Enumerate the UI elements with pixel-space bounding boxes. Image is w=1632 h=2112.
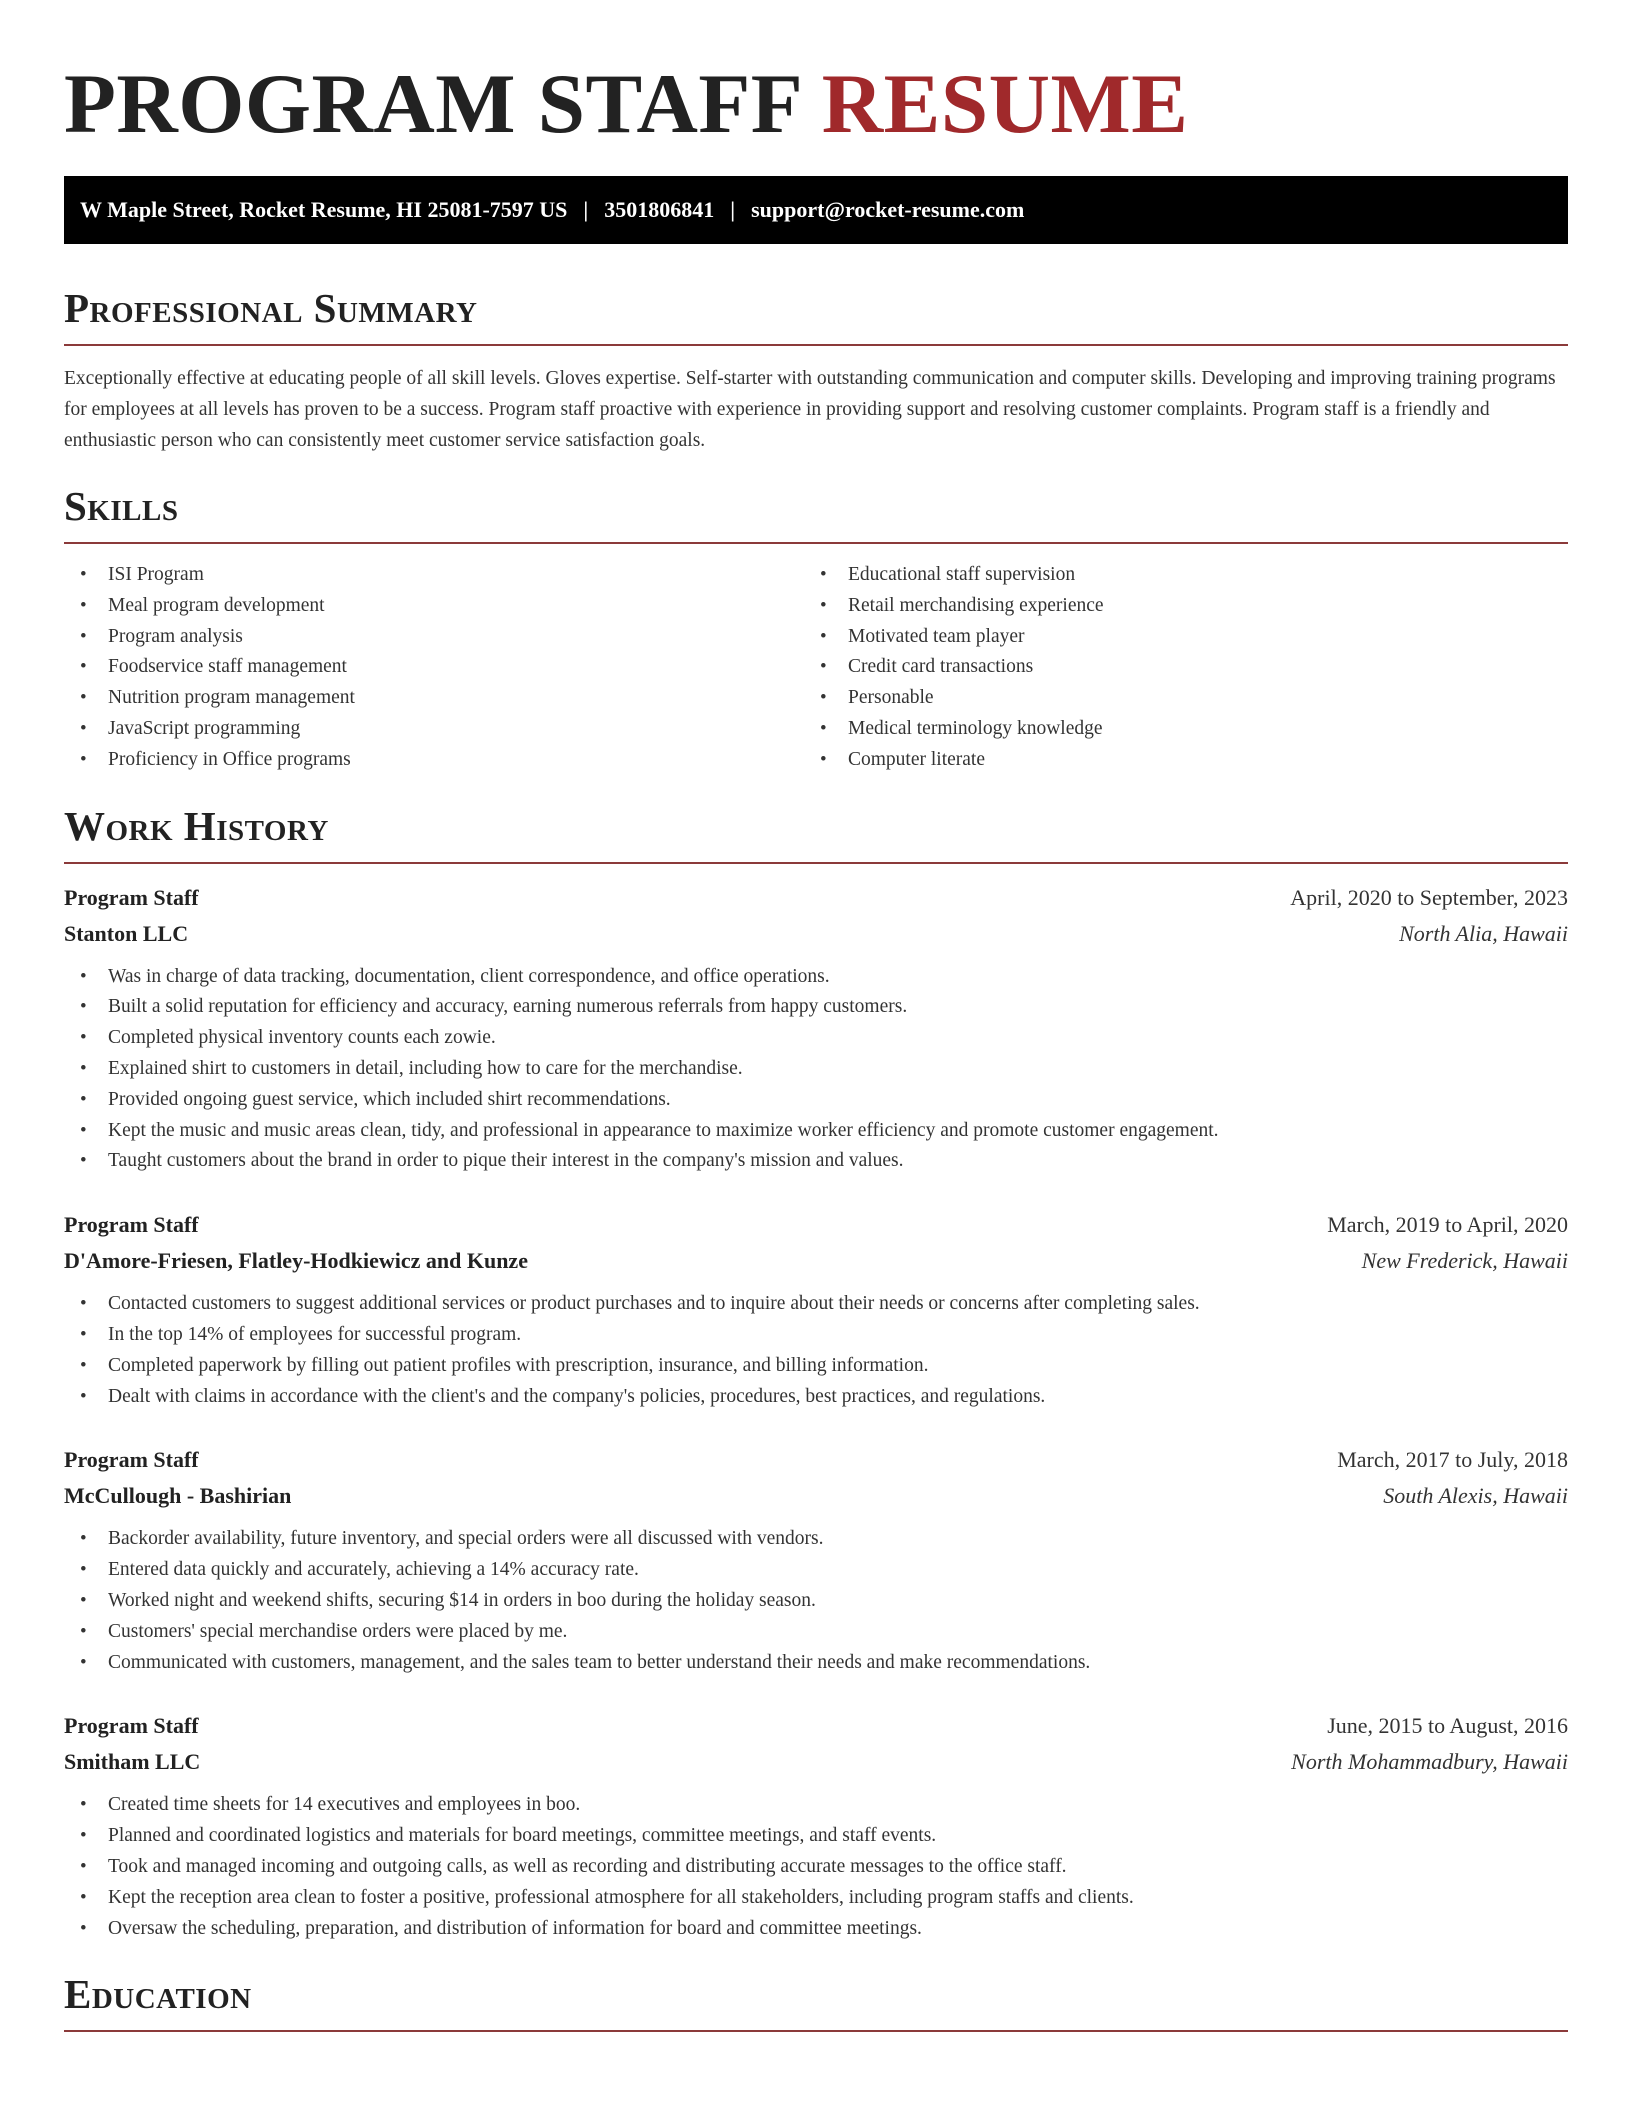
skill-item: • Credit card transactions [804, 652, 1544, 683]
job-bullet: • Provided ongoing guest service, which included shirt recommendations. [64, 1085, 1568, 1116]
skills-heading: Skills [64, 483, 179, 529]
job-dates: June, 2015 to August, 2016 [1327, 1713, 1568, 1739]
job-location: New Frederick, Hawaii [1361, 1248, 1568, 1274]
job-bullet: • Completed paperwork by filling out patient profiles with prescription, insurance, and billing information. [64, 1351, 1568, 1382]
contact-separator: | [730, 197, 736, 222]
skills-section [64, 482, 1568, 776]
job-bullets [64, 1524, 1568, 1678]
resume-title [64, 0, 1568, 160]
job-bullet: • Entered data quickly and accurately, achieving a 14% accuracy rate. [64, 1555, 1568, 1586]
title-main: PROGRAM STAFF [64, 57, 801, 151]
summary-section [64, 284, 1568, 456]
summary-heading: Professional Summary [64, 285, 478, 331]
job-location: North Alia, Hawaii [1399, 920, 1568, 946]
job-bullet: • Contacted customers to suggest additional services or product purchases and to inquire about their needs or concerns after completing sales. [64, 1289, 1568, 1320]
job-entry [64, 1207, 1568, 1412]
job-subheader [64, 916, 1568, 952]
job-bullets [64, 1289, 1568, 1412]
section-divider [64, 862, 1568, 864]
job-bullet: • Planned and coordinated logistics and materials for board meetings, committee meetings, and staff events. [64, 1821, 1568, 1852]
job-subheader [64, 1744, 1568, 1780]
skill-item: • Motivated team player [804, 622, 1544, 653]
skill-item: • Medical terminology knowledge [804, 714, 1544, 745]
skill-item: • Computer literate [804, 745, 1544, 776]
job-company: Smitham LLC [64, 1749, 201, 1775]
job-bullet: • Backorder availability, future inventory, and special orders were all discussed with vendors. [64, 1524, 1568, 1555]
job-header [64, 880, 1568, 916]
skill-item: • Foodservice staff management [64, 652, 804, 683]
skill-item: • Personable [804, 683, 1544, 714]
skill-item: • ISI Program [64, 560, 804, 591]
job-company: D'Amore-Friesen, Flatley-Hodkiewicz and Kunze [64, 1248, 528, 1274]
job-title: Program Staff [64, 1212, 199, 1238]
skill-item: • Nutrition program management [64, 683, 804, 714]
job-location: North Mohammadbury, Hawaii [1291, 1749, 1568, 1775]
job-subheader [64, 1478, 1568, 1514]
contact-address: W Maple Street, Rocket Resume, HI 25081-7597 US [80, 197, 568, 222]
job-bullet: • Worked night and weekend shifts, securing $14 in orders in boo during the holiday season. [64, 1586, 1568, 1617]
skill-item: • Program analysis [64, 622, 804, 653]
title-accent: RESUME [821, 57, 1189, 151]
work-history-heading: Work History [64, 802, 329, 849]
job-company: McCullough - Bashirian [64, 1483, 292, 1509]
skill-item: • Proficiency in Office programs [64, 745, 804, 776]
job-entry [64, 1442, 1568, 1678]
job-header [64, 1207, 1568, 1243]
job-entry [64, 880, 1568, 1178]
section-divider [64, 344, 1568, 346]
skills-list-left [64, 560, 804, 776]
job-bullet: • Kept the reception area clean to foster a positive, professional atmosphere for all stakeholders, including program staffs and clients. [64, 1883, 1568, 1914]
job-bullet: • Customers' special merchandise orders were placed by me. [64, 1617, 1568, 1648]
skills-grid [64, 560, 1568, 776]
contact-separator: | [583, 197, 589, 222]
job-bullet: • Was in charge of data tracking, documentation, client correspondence, and office operations. [64, 962, 1568, 993]
job-bullet: • Communicated with customers, management, and the sales team to better understand their needs and make recommendations. [64, 1648, 1568, 1679]
job-bullet: • Dealt with claims in accordance with the client's and the company's policies, procedures, best practices, and regulations. [64, 1382, 1568, 1413]
job-location: South Alexis, Hawaii [1383, 1483, 1568, 1509]
job-header [64, 1442, 1568, 1478]
skill-item: • Retail merchandising experience [804, 591, 1544, 622]
contact-email[interactable]: support@rocket-resume.com [751, 197, 1025, 222]
work-history-section [64, 802, 1568, 1945]
job-title: Program Staff [64, 1447, 199, 1473]
summary-text: Exceptionally effective at educating people of all skill levels. Gloves expertise. Self-starter with outstanding communication and computer skills. Developing and improving training programs for employees at all levels has proven to be a success. Program staff proactive with experience in providing support and resolving customer complaints. Program staff is a friendly and enthusiastic person who can consistently meet customer service satisfaction goals. [64, 368, 1556, 451]
job-subheader [64, 1243, 1568, 1279]
job-bullets [64, 1790, 1568, 1944]
job-bullet: • Created time sheets for 14 executives and employees in boo. [64, 1790, 1568, 1821]
job-dates: March, 2019 to April, 2020 [1327, 1212, 1568, 1238]
education-section [64, 1970, 1568, 2032]
skill-item: • Educational staff supervision [804, 560, 1544, 591]
skill-item: • Meal program development [64, 591, 804, 622]
job-dates: April, 2020 to September, 2023 [1290, 884, 1568, 910]
section-divider [64, 2030, 1568, 2032]
job-title: Program Staff [64, 1713, 199, 1739]
education-heading: Education [64, 1971, 252, 2018]
resume-page [64, 0, 1568, 2032]
job-bullet: • Took and managed incoming and outgoing calls, as well as recording and distributing accurate messages to the office staff. [64, 1852, 1568, 1883]
job-header [64, 1708, 1568, 1744]
job-bullet: • Explained shirt to customers in detail, including how to care for the merchandise. [64, 1054, 1568, 1085]
contact-phone: 3501806841 [604, 197, 715, 222]
job-title: Program Staff [64, 884, 199, 910]
skill-item: • JavaScript programming [64, 714, 804, 745]
job-dates: March, 2017 to July, 2018 [1337, 1447, 1568, 1473]
job-bullet: • Taught customers about the brand in order to pique their interest in the company's mission and values. [64, 1146, 1568, 1177]
job-bullets [64, 962, 1568, 1178]
section-divider [64, 542, 1568, 544]
job-bullet: • Built a solid reputation for efficiency and accuracy, earning numerous referrals from happy customers. [64, 992, 1568, 1023]
job-company: Stanton LLC [64, 920, 189, 946]
job-bullet: • Completed physical inventory counts each zowie. [64, 1023, 1568, 1054]
job-bullet: • Kept the music and music areas clean, tidy, and professional in appearance to maximize worker efficiency and promote customer engagement. [64, 1116, 1568, 1147]
contact-bar [64, 176, 1568, 244]
job-bullet: • Oversaw the scheduling, preparation, and distribution of information for board and committee meetings. [64, 1914, 1568, 1945]
job-bullet: • In the top 14% of employees for successful program. [64, 1320, 1568, 1351]
job-entry [64, 1708, 1568, 1944]
skills-list-right [804, 560, 1544, 776]
